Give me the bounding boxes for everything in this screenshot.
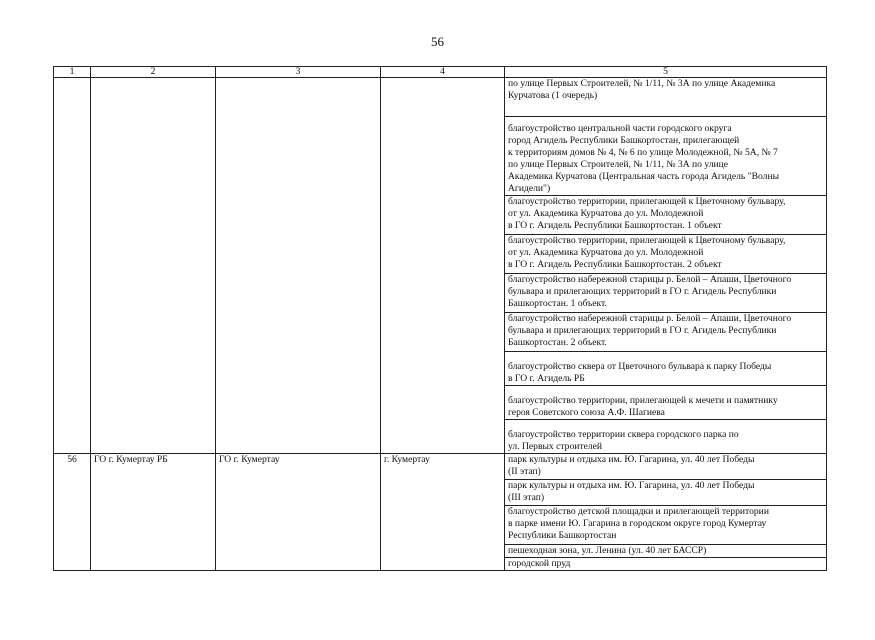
- municipality-cell: [91, 78, 216, 454]
- object-cell: [505, 235, 827, 274]
- object-cell: [505, 545, 827, 558]
- object-cell: [505, 506, 827, 545]
- table-header-row: [54, 67, 827, 78]
- settlement-cell: г. Кумертау: [381, 454, 505, 571]
- column-header: 5: [505, 67, 827, 78]
- object-cell: [505, 454, 827, 480]
- object-cell: [505, 78, 827, 117]
- table-row: [54, 454, 827, 480]
- column-header: 2: [91, 67, 216, 78]
- settlement-cell: [381, 78, 505, 454]
- object-cell: [505, 386, 827, 420]
- object-cell: [505, 274, 827, 313]
- object-text: парк культуры и отдыха им. Ю. Гагарина, ул. 40 лет Победы (III этап): [508, 480, 755, 503]
- object-text: благоустройство территории, прилегающей к Цветочному бульвару, от ул. Академика Курчатова до ул. Молодежной в ГО г. Агидель Республики Башкортостан. 1 объект: [508, 196, 786, 231]
- object-cell: [505, 558, 827, 571]
- column-header: 1: [54, 67, 91, 78]
- object-text: благоустройство территории, прилегающей к Цветочному бульвару, от ул. Академика Курчатова до ул. Молодежной в ГО г. Агидель Республики Башкортостан. 2 объект: [508, 235, 786, 270]
- page-number: 56: [431, 34, 444, 49]
- object-cell: [505, 420, 827, 454]
- district-cell: ГО г. Кумертау: [216, 454, 381, 571]
- object-text: парк культуры и отдыха им. Ю. Гагарина, ул. 40 лет Победы (II этап): [508, 454, 755, 477]
- object-text: благоустройство сквера от Цветочного бульвара к парку Победы в ГО г. Агидель РБ: [508, 361, 772, 384]
- object-cell: [505, 117, 827, 196]
- object-text: пешеходная зона, ул. Ленина (ул. 40 лет БАССР): [508, 545, 707, 556]
- object-text: благоустройство детской площадки и прилегающей территории в парке имени Ю. Гагарина в городском округе город Кумертау Республики Башкортостан: [508, 506, 769, 541]
- table-row: [54, 78, 827, 117]
- number-cell: 56: [54, 454, 91, 571]
- object-text: благоустройство центральной части городского округа город Агидель Республики Башкортостан, прилегающей к территориям домов № 4, № 6 по улице Молодежной, № 5А, № 7 по улице Первых Строителей, № 1/11, № 3А по улице Академика Курчатова (Центральная часть города Агидель "Волны Агидели"): [508, 123, 780, 194]
- object-text: благоустройство территории, прилегающей к мечети и памятнику героя Советского союза А.Ф. Шагиева: [508, 395, 778, 418]
- column-header: 3: [216, 67, 381, 78]
- column-header: 4: [381, 67, 505, 78]
- municipality-cell: ГО г. Кумертау РБ: [91, 454, 216, 571]
- object-text: благоустройство территории сквера городского парка по ул. Первых строителей: [508, 429, 739, 452]
- object-text: по улице Первых Строителей, № 1/11, № 3А по улице Академика Курчатова (1 очередь): [508, 78, 776, 101]
- object-text: благоустройство набережной старицы р. Белой – Апаши, Цветочного бульвара и прилегающих территорий в ГО г. Агидель Республики Башкортостан. 1 объект.: [508, 274, 792, 309]
- number-cell: [54, 78, 91, 454]
- district-cell: [216, 78, 381, 454]
- object-cell: [505, 313, 827, 352]
- object-cell: [505, 352, 827, 386]
- object-text: городской пруд: [508, 558, 571, 569]
- data-table: [53, 66, 827, 571]
- object-cell: [505, 480, 827, 506]
- object-cell: [505, 196, 827, 235]
- object-text: благоустройство набережной старицы р. Белой – Апаши, Цветочного бульвара и прилегающих территорий в ГО г. Агидель Республики Башкортостан. 2 объект.: [508, 313, 792, 348]
